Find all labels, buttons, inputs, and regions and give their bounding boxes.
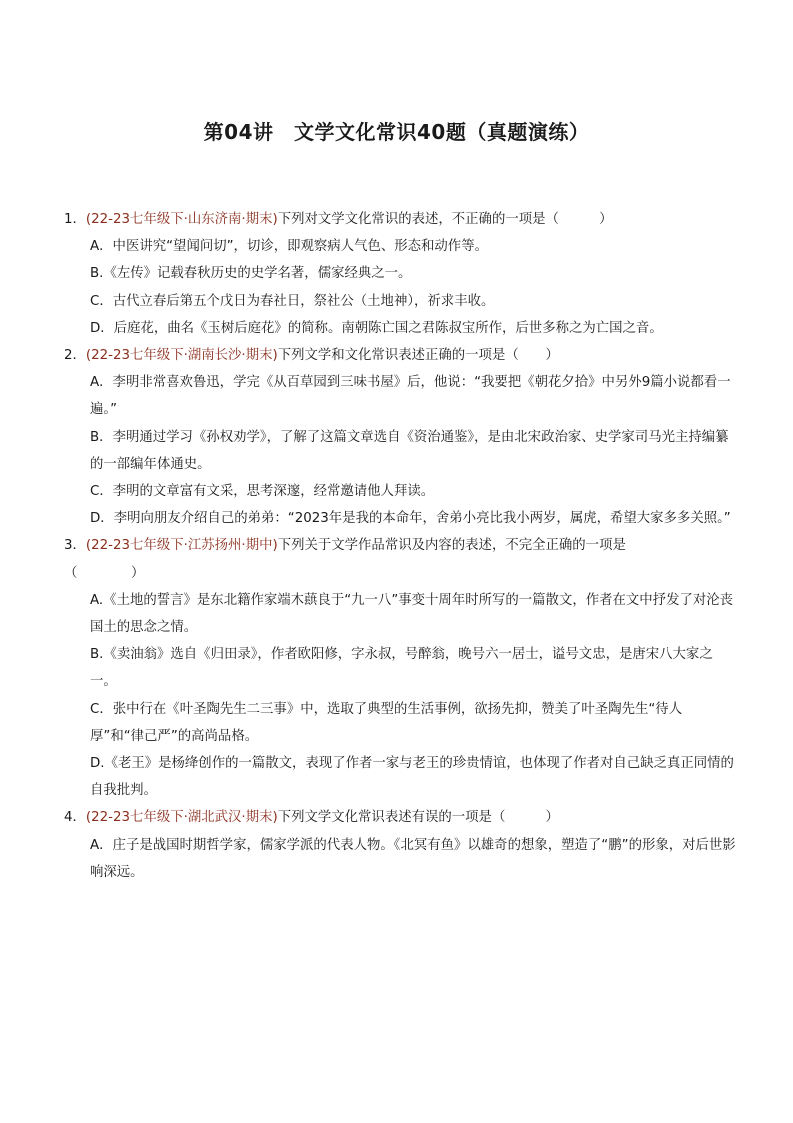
option-a: A．李明非常喜欢鲁迅，学完《从百草园到三味书屋》后，他说：“我要把《朝花夕拾》中另外9篇小说都看一遍。” (90, 375, 731, 418)
question-number: 3． (64, 538, 86, 554)
question-source: (22-23七年级下·湖北武汉·期末) (85, 810, 278, 826)
question-source: (22-23七年级下·湖南长沙·期末) (85, 348, 278, 364)
question-1 (64, 206, 736, 342)
options (64, 587, 736, 805)
question-3 (64, 532, 736, 804)
option-b: B.《左传》记载春秋历史的史学名著，儒家经典之一。 (90, 266, 412, 282)
question-number: 2． (64, 348, 86, 364)
question-list (64, 206, 736, 886)
question-stem: 下列文学和文化常识表述正确的一项是（ ） (277, 348, 559, 364)
question-source: (22-23七年级下·江苏扬州·期中) (85, 538, 278, 554)
options (64, 369, 736, 532)
question-stem: 下列关于文学作品常识及内容的表述，不完全正确的一项是 (277, 538, 626, 554)
question-number: 4． (64, 810, 86, 826)
option-b: B．李明通过学习《孙权劝学》，了解了这篇文章选自《资治通鉴》，是由北宋政治家、史学家司马光主持编纂的一部编年体通史。 (90, 429, 729, 472)
question-stem: 下列对文学文化常识的表述，不正确的一项是（ ） (277, 212, 613, 227)
option-a: A．庄子是战国时期哲学家，儒家学派的代表人物。《北冥有鱼》以雄奇的想象，塑造了“鹏”的形象，对后世影响深远。 (90, 837, 736, 880)
option-b: B.《卖油翁》选自《归田录》，作者欧阳修，字永叔，号醉翁，晚号六一居士，谥号文忠，是唐宋八大家之一。 (90, 647, 713, 690)
option-d: D．后庭花，曲名《玉树后庭花》的简称。南朝陈亡国之君陈叔宝所作，后世多称之为亡国之音。 (90, 320, 663, 336)
question-2 (64, 342, 736, 532)
question-number: 1． (64, 212, 86, 227)
options (64, 233, 736, 342)
option-c: C．古代立春后第五个戊日为春社日，祭社公（土地神），祈求丰收。 (90, 293, 495, 309)
question-stem: 下列文学文化常识表述有误的一项是（ ） (277, 810, 559, 826)
question-source: (22-23七年级下·山东济南·期末) (85, 212, 278, 227)
option-d: D.《老王》是杨绛创作的一篇散文，表现了作者一家与老王的珍贵情谊，也体现了作者对自己缺乏真正同情的自我批判。 (90, 756, 734, 799)
options (64, 832, 736, 886)
option-a: A．中医讲究“望闻问切”，切诊，即观察病人气色、形态和动作等。 (90, 239, 488, 255)
answer-blank: （ ） (64, 565, 145, 581)
option-c: C．张中行在《叶圣陶先生二三事》中，选取了典型的生活事例，欲扬先抑，赞美了叶圣陶先生“待人厚”和“律己严”的高尚品格。 (90, 701, 683, 744)
option-a: A.《土地的誓言》是东北籍作家端木蕻良于“九一八”事变十周年时所写的一篇散文，作者在文中抒发了对沦丧国土的思念之情。 (90, 592, 734, 636)
option-d: D．李明向朋友介绍自己的弟弟：“2023年是我的本命年，舍弟小亮比我小两岁，属虎，希望大家多多关照。” (90, 511, 731, 527)
question-4 (64, 804, 736, 886)
option-c: C．李明的文章富有文采，思考深邃，经常邀请他人拜读。 (90, 484, 435, 500)
page-title: 第04讲 文学文化常识40题（真题演练） (203, 120, 590, 144)
